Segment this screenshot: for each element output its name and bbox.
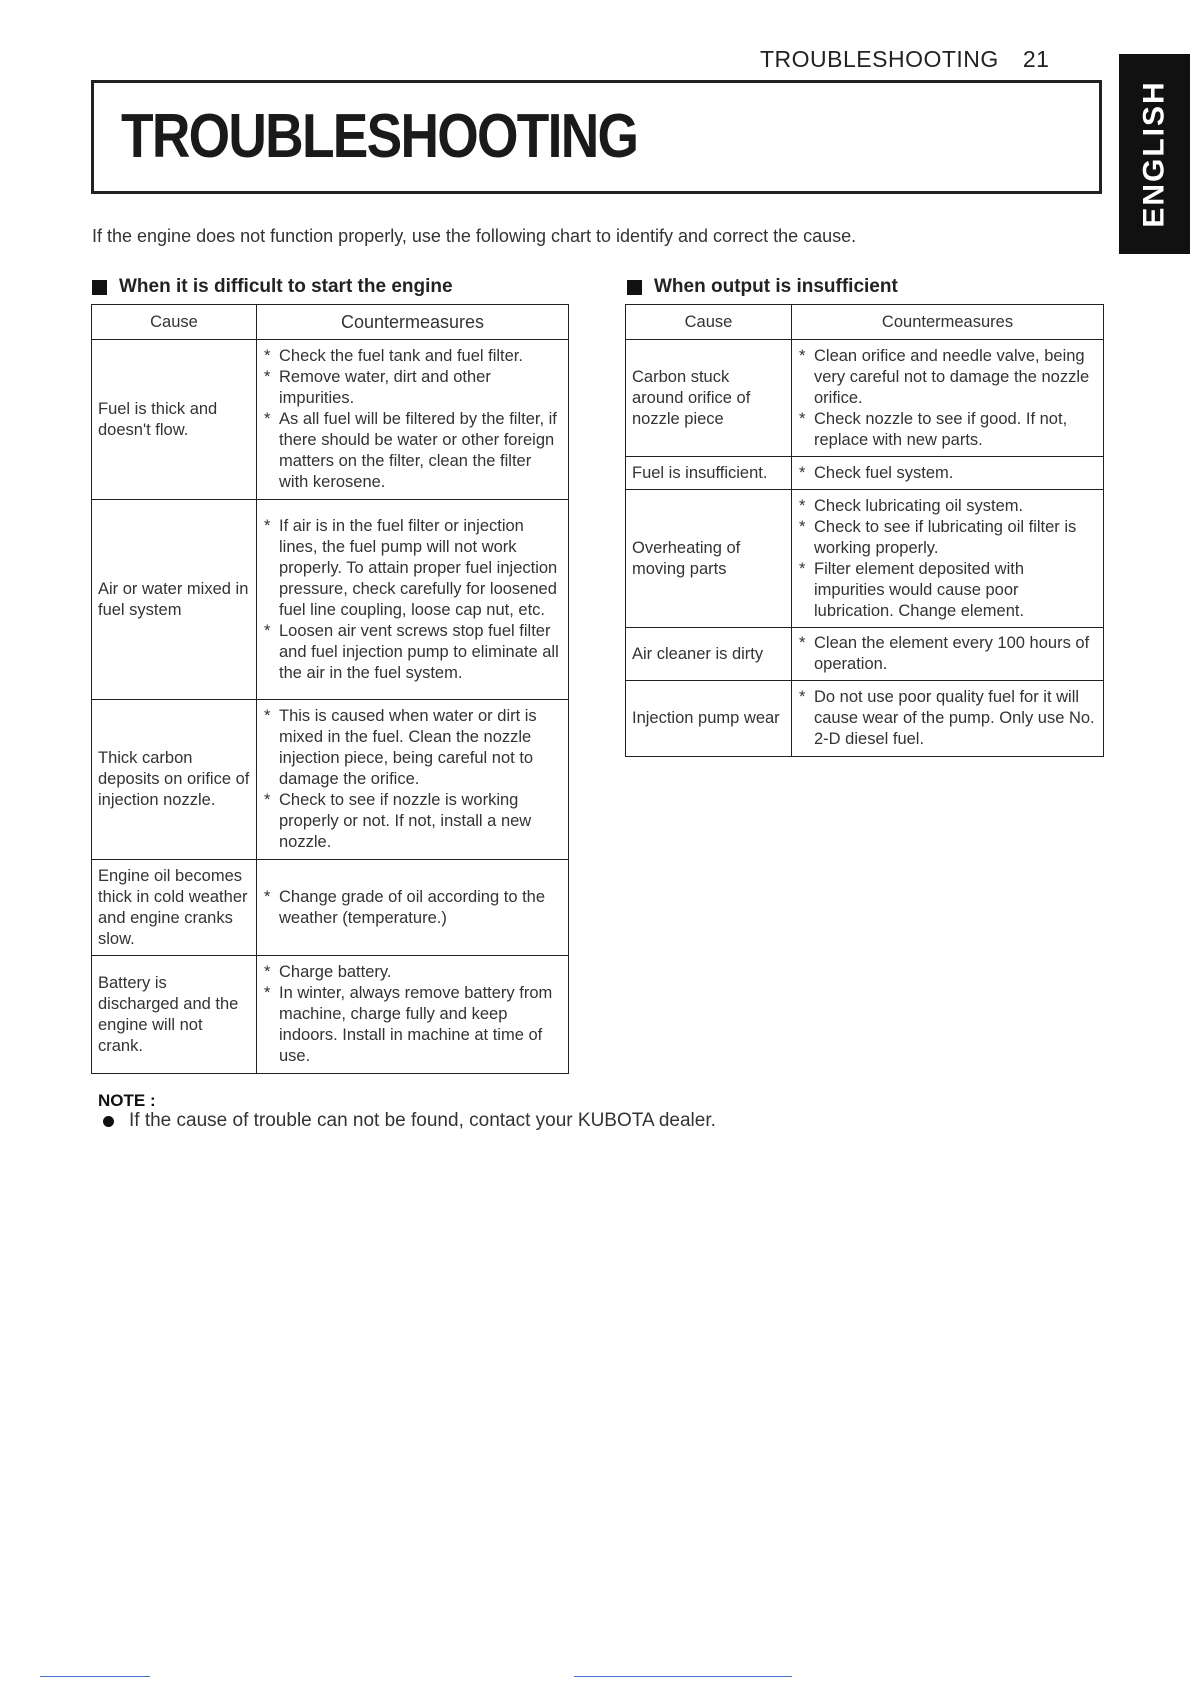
countermeasure-item: * Clean orifice and needle valve, being very careful not to damage the nozzle orifice. xyxy=(798,346,1095,409)
countermeasure-list xyxy=(263,706,560,853)
countermeasure-list xyxy=(798,633,1095,675)
countermeasures-cell xyxy=(257,340,569,500)
countermeasure-item: * If air is in the fuel filter or injection lines, the fuel pump will not work properly. To attain proper fuel injection pressure, check carefully for loosened fuel line coupling, loose cap nut, etc. xyxy=(263,516,560,621)
cause-cell: Thick carbon deposits on orifice of injection nozzle. xyxy=(92,700,257,860)
countermeasure-item: * Check lubricating oil system. xyxy=(798,496,1095,517)
col-header-cause: Cause xyxy=(626,305,792,340)
col-header-cause: Cause xyxy=(92,305,257,340)
cause-cell: Battery is discharged and the engine will not crank. xyxy=(92,956,257,1074)
countermeasure-item: * Filter element deposited with impurities would cause poor lubrication. Change element. xyxy=(798,559,1095,622)
countermeasure-list xyxy=(798,496,1095,622)
countermeasure-item: * Change grade of oil according to the weather (temperature.) xyxy=(263,887,560,929)
table-row xyxy=(626,490,1104,628)
table-row xyxy=(626,340,1104,457)
countermeasure-list xyxy=(263,962,560,1067)
table-row xyxy=(626,628,1104,681)
table-row xyxy=(92,700,569,860)
countermeasures-cell xyxy=(257,700,569,860)
cause-cell: Air cleaner is dirty xyxy=(626,628,792,681)
footer-link-line[interactable] xyxy=(40,1676,150,1677)
cause-cell: Carbon stuck around orifice of nozzle piece xyxy=(626,340,792,457)
table-row xyxy=(92,956,569,1074)
cause-cell: Air or water mixed in fuel system xyxy=(92,500,257,700)
cause-cell: Injection pump wear xyxy=(626,681,792,757)
countermeasure-item: * Check the fuel tank and fuel filter. xyxy=(263,346,560,367)
countermeasures-cell xyxy=(792,628,1104,681)
output-insufficient-table xyxy=(625,304,1104,757)
col-header-countermeasures: Countermeasures xyxy=(792,305,1104,340)
left-section-heading-text: When it is difficult to start the engine xyxy=(119,276,453,297)
countermeasure-item: * Do not use poor quality fuel for it will cause wear of the pump. Only use No. 2-D diesel fuel. xyxy=(798,687,1095,750)
cause-cell: Fuel is thick and doesn't flow. xyxy=(92,340,257,500)
language-tab-label: ENGLISH xyxy=(1137,80,1171,228)
countermeasure-item: * Clean the element every 100 hours of operation. xyxy=(798,633,1095,675)
countermeasure-item: * Check nozzle to see if good. If not, replace with new parts. xyxy=(798,409,1095,451)
table-row xyxy=(92,500,569,700)
countermeasure-item: * Check fuel system. xyxy=(798,463,1095,484)
countermeasure-list xyxy=(263,346,560,493)
note-text: If the cause of trouble can not be found, contact your KUBOTA dealer. xyxy=(129,1110,716,1131)
right-section-heading-text: When output is insufficient xyxy=(654,276,898,297)
running-header xyxy=(760,46,1120,73)
countermeasure-list xyxy=(263,516,560,684)
right-section-heading xyxy=(627,276,898,298)
table-row xyxy=(626,457,1104,490)
cause-cell: Overheating of moving parts xyxy=(626,490,792,628)
title-box xyxy=(91,80,1102,194)
start-difficulty-table xyxy=(91,304,569,1074)
countermeasure-item: * Check to see if lubricating oil filter is working properly. xyxy=(798,517,1095,559)
countermeasures-cell xyxy=(257,500,569,700)
table-row xyxy=(92,860,569,956)
intro-text: If the engine does not function properly, use the following chart to identify and correct the cause. xyxy=(92,226,857,246)
countermeasures-cell xyxy=(257,956,569,1074)
page-title: TROUBLESHOOTING xyxy=(121,102,638,171)
countermeasure-item: * Check to see if nozzle is working properly or not. If not, install a new nozzle. xyxy=(263,790,560,853)
countermeasure-list xyxy=(798,463,1095,484)
square-bullet-icon xyxy=(92,280,107,295)
cause-cell: Fuel is insufficient. xyxy=(626,457,792,490)
left-section-heading xyxy=(92,276,453,298)
cause-cell: Engine oil becomes thick in cold weather and engine cranks slow. xyxy=(92,860,257,956)
countermeasures-cell xyxy=(257,860,569,956)
countermeasures-cell xyxy=(792,457,1104,490)
table-row xyxy=(92,340,569,500)
countermeasure-item: * This is caused when water or dirt is mixed in the fuel. Clean the nozzle injection piece, being careful not to damage the orifice. xyxy=(263,706,560,790)
language-tab xyxy=(1119,54,1190,254)
square-bullet-icon xyxy=(627,280,642,295)
countermeasure-item: * Loosen air vent screws stop fuel filter and fuel injection pump to eliminate all the air in the fuel system. xyxy=(263,621,560,684)
col-header-countermeasures: Countermeasures xyxy=(257,305,569,340)
countermeasure-item: * Charge battery. xyxy=(263,962,560,983)
footer-link-line[interactable] xyxy=(574,1676,792,1677)
countermeasure-item: * As all fuel will be filtered by the filter, if there should be water or other foreign matters on the filter, clean the filter with kerosene. xyxy=(263,409,560,493)
countermeasure-list xyxy=(798,687,1095,750)
countermeasure-item: * Remove water, dirt and other impurities. xyxy=(263,367,560,409)
countermeasure-item: * In winter, always remove battery from machine, charge fully and keep indoors. Install in machine at time of use. xyxy=(263,983,560,1067)
bullet-dot-icon xyxy=(103,1116,114,1127)
page-number: 21 xyxy=(1022,46,1050,72)
countermeasures-cell xyxy=(792,681,1104,757)
table-row xyxy=(626,681,1104,757)
countermeasure-list xyxy=(798,346,1095,451)
countermeasure-list xyxy=(263,887,560,929)
note-label: NOTE : xyxy=(98,1091,156,1110)
countermeasures-cell xyxy=(792,340,1104,457)
running-header-title: TROUBLESHOOTING xyxy=(760,46,999,72)
countermeasures-cell xyxy=(792,490,1104,628)
note xyxy=(103,1110,716,1132)
